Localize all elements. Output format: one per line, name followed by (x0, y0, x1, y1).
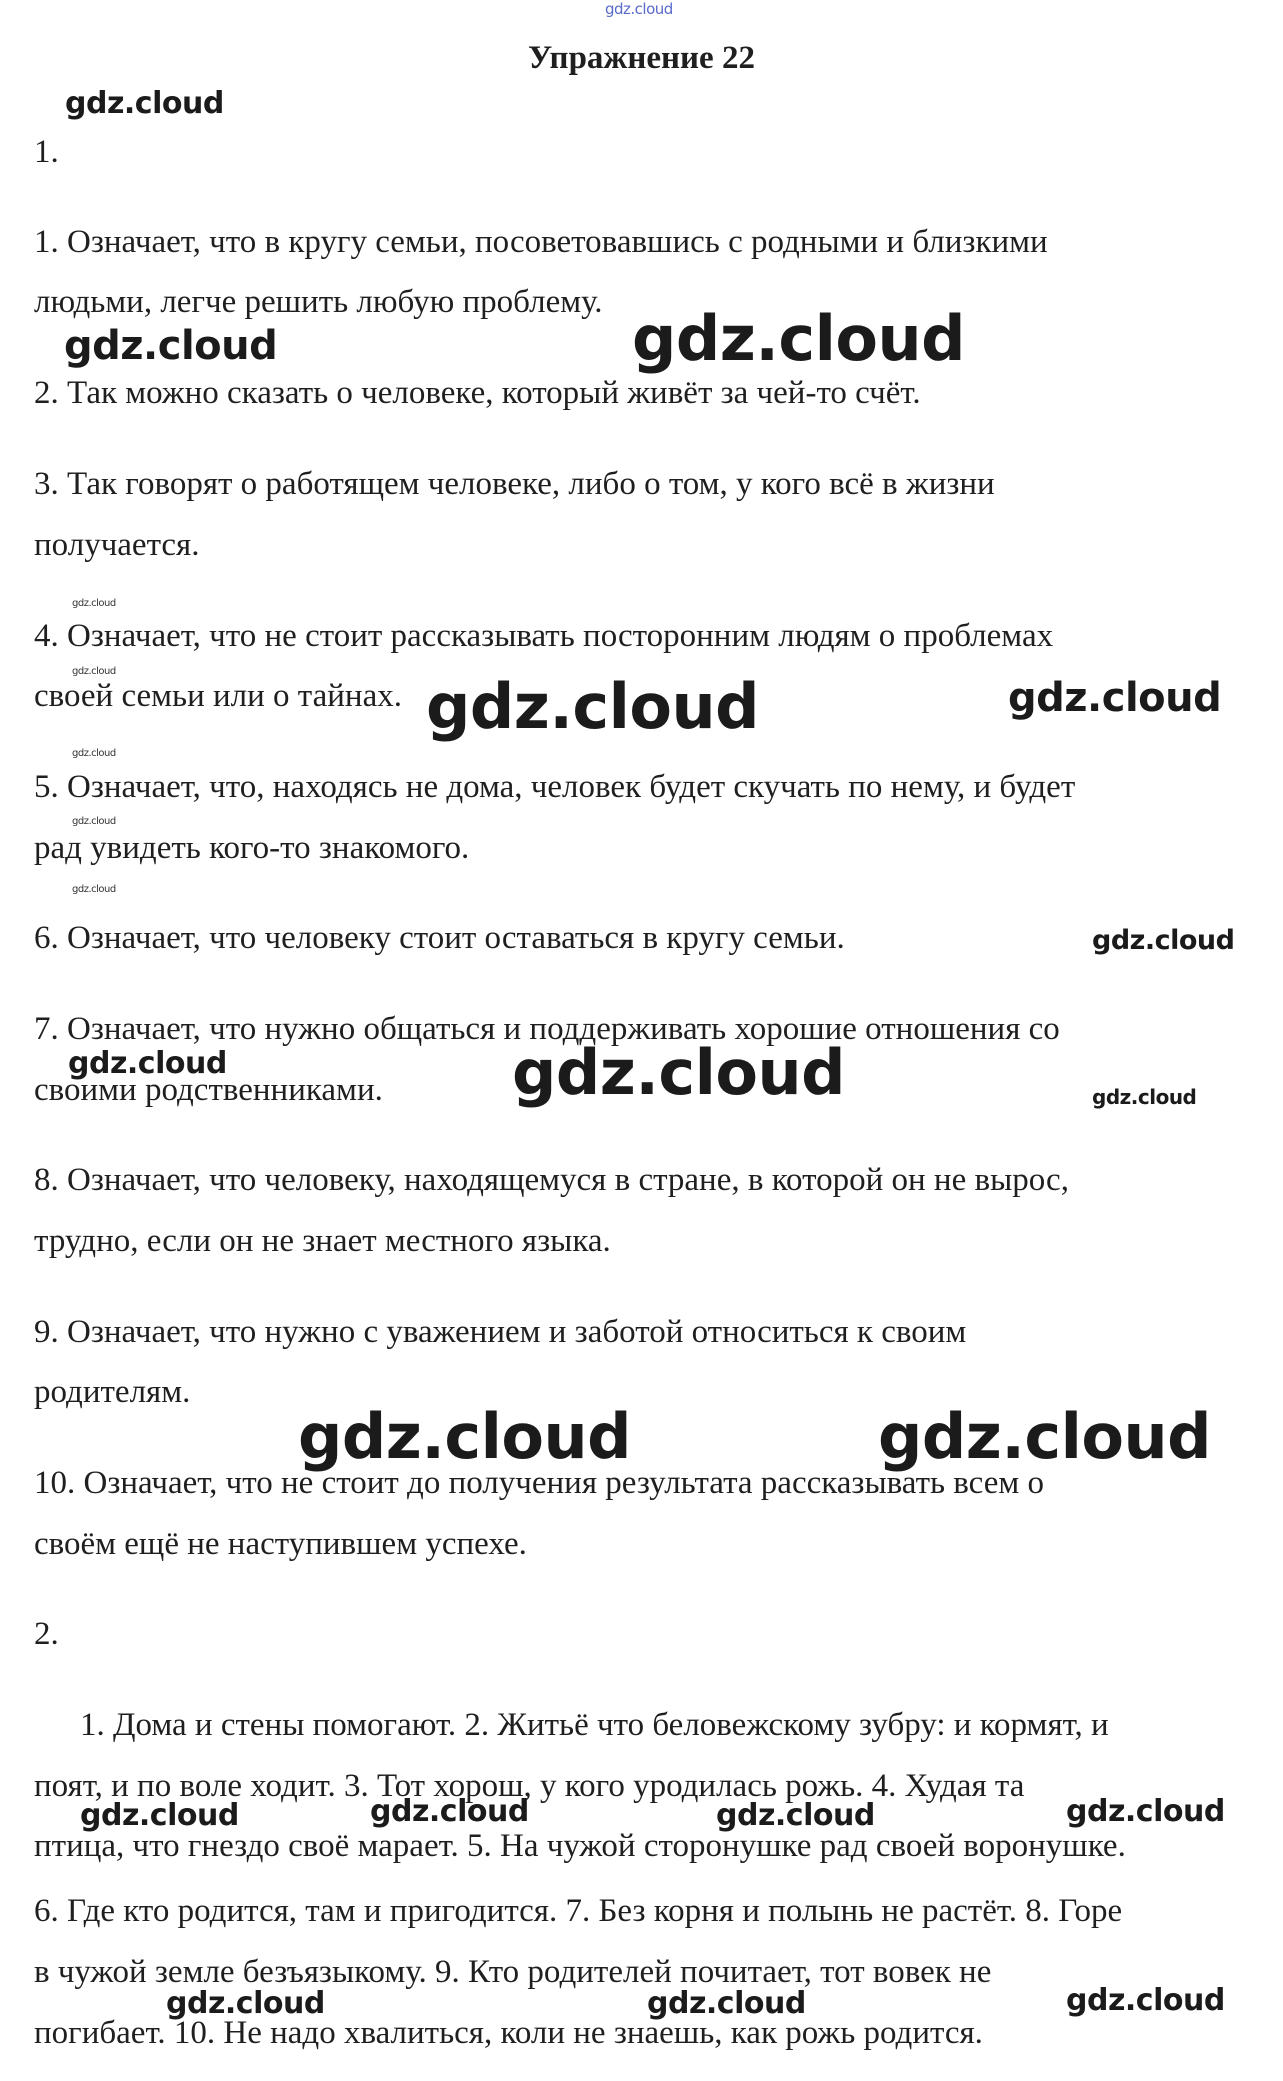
answer-line: 10. Означает, что не стоит до получения результата рассказывать всем о (34, 1465, 1045, 1501)
answer-line: родителям. (34, 1374, 191, 1410)
proverb-line: погибает. 10. Не надо хвалиться, коли не знаешь, как рожь родится. (34, 2015, 983, 2051)
watermark: gdz.cloud (878, 1400, 1212, 1473)
watermark: gdz.cloud (647, 1986, 806, 2021)
proverb-line: поят, и по воле ходит. 3. Тот хорош, у кого уродилась рожь. 4. Худая та (34, 1768, 1025, 1804)
answer-line: 7. Означает, что нужно общаться и поддерживать хорошие отношения со (34, 1011, 1060, 1047)
top-watermark: gdz.cloud (605, 0, 673, 18)
part1-label: 1. (34, 134, 59, 170)
watermark: gdz.cloud (632, 302, 966, 375)
answer-line: своей семьи или о тайнах. (34, 678, 402, 714)
answer-line: своём ещё не наступившем успехе. (34, 1526, 527, 1562)
watermark: gdz.cloud (1066, 1983, 1225, 2018)
watermark: gdz.cloud (1092, 1085, 1197, 1109)
answer-line: получается. (34, 527, 200, 563)
watermark: gdz.cloud (166, 1986, 325, 2021)
watermark: gdz.cloud (298, 1400, 632, 1473)
answer-line: своими родственниками. (34, 1072, 383, 1108)
watermark: gdz.cloud (426, 670, 760, 743)
answer-line: 3. Так говорят о работящем человеке, либо о том, у кого всё в жизни (34, 466, 995, 502)
proverb-line: 1. Дома и стены помогают. 2. Житьё что беловежскому зубру: и кормят, и (80, 1707, 1109, 1743)
answer-line: трудно, если он не знает местного языка. (34, 1223, 611, 1259)
proverb-line: 6. Где кто родится, там и пригодится. 7. Без корня и полынь не растёт. 8. Горе (34, 1893, 1123, 1929)
answer-line: 9. Означает, что нужно с уважением и заботой относиться к своим (34, 1314, 967, 1350)
proverb-line: в чужой земле безъязыкому. 9. Кто родителей почитает, тот вовек не (34, 1954, 992, 1990)
answer-line: людьми, легче решить любую проблему. (34, 284, 603, 320)
watermark: gdz.cloud (1066, 1794, 1225, 1829)
watermark: gdz.cloud (65, 86, 224, 121)
watermark: gdz.cloud (72, 748, 116, 759)
watermark: gdz.cloud (72, 666, 116, 677)
watermark: gdz.cloud (72, 598, 116, 609)
answer-line: 2. Так можно сказать о человеке, который живёт за чей-то счёт. (34, 375, 921, 411)
watermark: gdz.cloud (72, 884, 116, 895)
part2-label: 2. (34, 1616, 59, 1652)
answer-line: 1. Означает, что в кругу семьи, посоветовавшись с родными и близкими (34, 224, 1048, 260)
answer-line: 4. Означает, что не стоит рассказывать посторонним людям о проблемах (34, 618, 1054, 654)
watermark: gdz.cloud (370, 1794, 529, 1829)
answer-line: 6. Означает, что человеку стоит оставаться в кругу семьи. (34, 920, 845, 956)
watermark: gdz.cloud (80, 1798, 239, 1833)
watermark: gdz.cloud (512, 1036, 846, 1109)
watermark: gdz.cloud (64, 323, 278, 369)
page-title: Упражнение 22 (528, 40, 755, 76)
watermark: gdz.cloud (716, 1798, 875, 1833)
watermark: gdz.cloud (68, 1046, 227, 1081)
watermark: gdz.cloud (1008, 675, 1222, 721)
watermark: gdz.cloud (1092, 925, 1235, 956)
watermark: gdz.cloud (72, 816, 116, 827)
answer-line: рад увидеть кого-то знакомого. (34, 830, 470, 866)
answer-line: 8. Означает, что человеку, находящемуся в стране, в которой он не вырос, (34, 1162, 1069, 1198)
proverb-line: птица, что гнездо своё марает. 5. На чужой сторонушке рад своей воронушке. (34, 1828, 1126, 1864)
answer-line: 5. Означает, что, находясь не дома, человек будет скучать по нему, и будет (34, 769, 1076, 805)
